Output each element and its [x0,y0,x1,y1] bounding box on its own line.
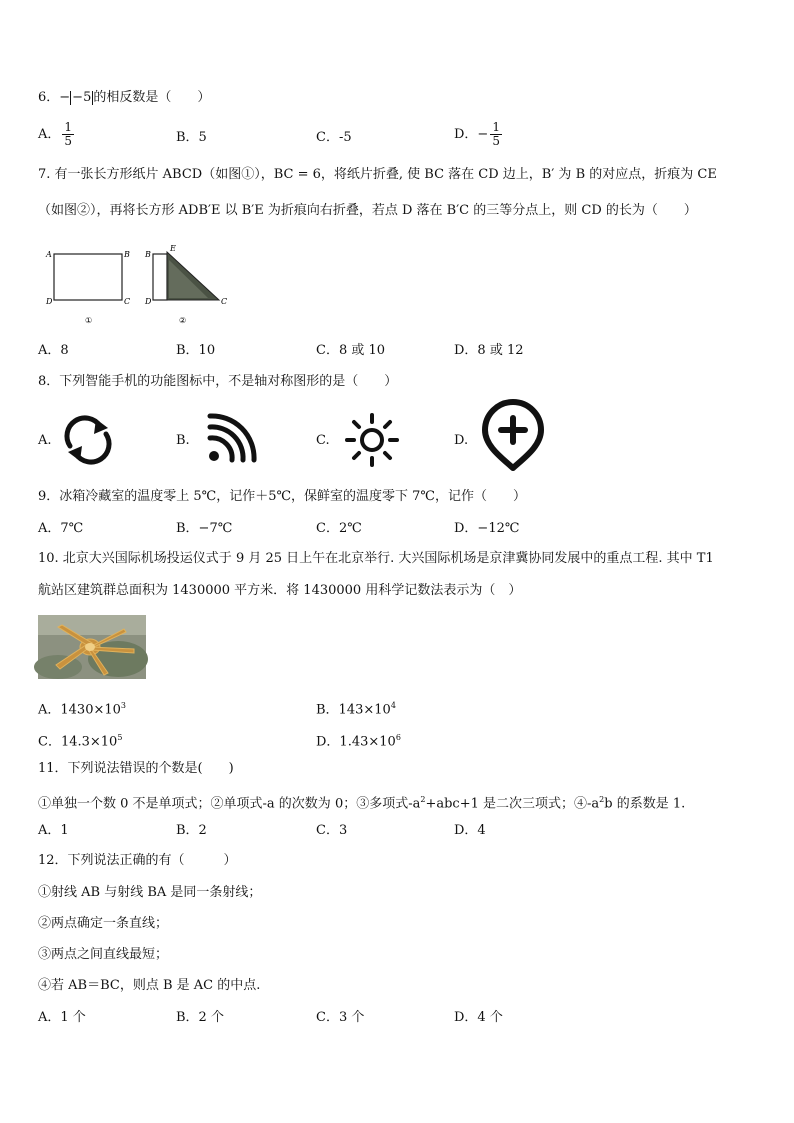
q7-figure-1 [45,250,130,325]
q8-option-b: B. [176,433,190,448]
q11-body-exponent1: 2 [420,795,426,804]
q9-stem: 9．冰箱冷藏室的温度零上 5℃，记作＋5℃，保鲜室的温度零下 7℃，记作（ ） [38,489,526,504]
q11-stem: 11．下列说法错误的个数是( ) [38,761,234,776]
q7-option-b: B．10 [176,343,216,358]
q11-body-part2: +abc+1 是二次三项式；④-a [425,796,600,812]
q7-figures [38,240,228,332]
q12-item-1: ①射线 AB 与射线 BA 是同一条射线； [38,885,262,900]
q6-option-d [454,121,502,148]
fraction-denominator: 5 [64,134,73,148]
q12-item-4: ④若 AB＝BC，则点 B 是 AC 的中点. [38,978,261,993]
label-c-2: C [221,297,228,306]
q6-stem [38,89,210,107]
q12-option-a: A．1 个 [38,1010,86,1025]
q9-option-c: C．2℃ [316,521,362,536]
q7-stem-line1: 7. 有一张长方形纸片 ABCD（如图①），BC = 6，将纸片折叠, 使 BC 落在 CD 边上，B′ 为 B 的对应点，折痕为 CE [38,167,717,182]
location-add-icon [480,402,546,472]
q10-option-b-base: B．143×10 [316,702,391,718]
label-e: E [170,244,176,253]
q11-option-b: B．2 [176,823,207,838]
q7-figure-2 [144,244,227,325]
q8-stem: 8．下列智能手机的功能图标中，不是轴对称图形的是（ ） [38,374,398,389]
q6-option-a-fraction [62,121,74,148]
figure-1-caption: ① [85,316,93,325]
q10-option-d-base: D．1.43×10 [316,734,396,750]
q11-option-c: C．3 [316,823,348,838]
q10-stem-line1: 10. 北京大兴国际机场投运仪式于 9 月 25 日上午在北京举行. 大兴国际机场是京津冀协同发展中的重点工程. 其中 T1 [38,551,714,566]
fraction-denominator: 5 [492,134,500,148]
label-b: B [124,250,130,259]
q6-stem-prefix: 6．− [38,90,71,105]
label-d-2: D [145,297,152,306]
q10-option-c-base: C．14.3×10 [38,734,118,750]
q10-option-c [38,729,122,751]
q6-stem-suffix: 的相反数是（ ） [93,90,211,105]
q11-body-part1: ①单独一个数 0 不是单项式；②单项式-a 的次数为 0；③多项式-a [38,796,421,812]
strip-rect [153,254,167,300]
airport-aerial-photo [38,615,146,679]
q10-option-a [38,697,126,719]
q6-option-b: B．5 [176,130,207,145]
q7-option-c: C．8 或 10 [316,343,386,358]
q12-option-c: C．3 个 [316,1010,365,1025]
q10-option-d-exponent: 6 [395,733,401,742]
q7-option-a: A．8 [38,343,69,358]
figure-2-caption: ② [179,316,187,325]
q7-option-d: D．8 或 12 [454,343,524,358]
q6-option-a-label: A． [38,127,61,142]
q9-option-a: A．7℃ [38,521,84,536]
label-c: C [124,297,131,306]
q10-stem-line2: 航站区建筑群总面积为 1430000 平方米．将 1430000 用科学记数法表示为（ ） [38,583,522,598]
q12-option-b: B．2 个 [176,1010,224,1025]
q9-option-d: D．−12℃ [454,521,520,536]
rectangle-abcd [54,254,122,300]
wifi-signal-icon [204,414,256,466]
q11-option-a: A．1 [38,823,69,838]
q10-option-a-exponent: 3 [120,701,127,710]
q9-option-b: B．−7℃ [176,521,233,536]
q10-option-d [316,729,401,751]
q6-abs-value: −5 [72,90,92,105]
q10-option-b [316,697,396,719]
q6-option-c: C．-5 [316,130,352,145]
q11-body [38,791,685,813]
q6-option-a [38,121,74,148]
sync-icon [60,416,116,464]
q10-option-c-exponent: 5 [117,733,123,742]
q6-option-d-fraction [490,121,502,148]
q8-option-d: D. [454,433,469,448]
label-a: A [46,250,52,259]
fraction-numerator: 1 [64,120,73,134]
q11-body-part3: b 的系数是 1. [604,796,686,812]
q12-item-2: ②两点确定一条直线； [38,916,169,931]
label-b-prime: B [145,250,151,259]
brightness-icon [344,412,400,468]
q12-item-3: ③两点之间直线最短； [38,947,169,962]
q10-option-b-exponent: 4 [390,701,396,710]
q11-option-d: D．4 [454,823,486,838]
q12-option-d: D．4 个 [454,1010,503,1025]
q8-option-c: C. [316,433,330,448]
label-d: D [46,297,53,306]
q8-option-a: A. [38,433,52,448]
q12-stem: 12．下列说法正确的有（ ） [38,853,237,868]
q10-option-a-base: A．1430×10 [38,702,121,718]
fraction-numerator: 1 [492,120,500,134]
q11-body-exponent2: 2 [599,795,605,804]
q6-option-d-label: D．− [454,127,489,142]
q7-stem-line2: （如图②），再将长方形 ADB′E 以 B′E 为折痕向右折叠，若点 D 落在 B′C 的三等分点上，则 CD 的长为（ ） [38,203,697,218]
